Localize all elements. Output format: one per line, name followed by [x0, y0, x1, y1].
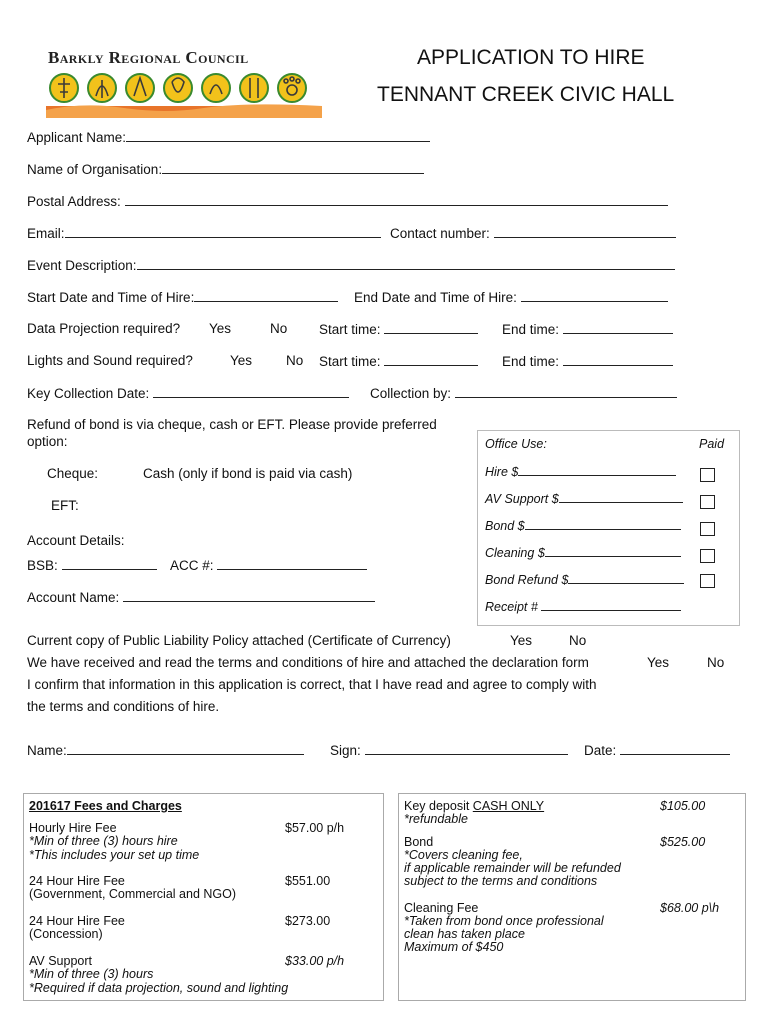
- fees-left-box: [23, 793, 384, 1001]
- end-date-field[interactable]: [521, 289, 668, 302]
- office-receipt-label: Receipt #: [485, 600, 538, 614]
- concession-fee-sub: (Concession): [29, 927, 103, 941]
- bsb-row: [27, 557, 157, 573]
- refund-text-line-1: Refund of bond is via cheque, cash or EFT. Please provide preferred: [27, 417, 437, 432]
- start-date-label: Start Date and Time of Hire:: [27, 290, 195, 305]
- bond-note-1: *Covers cleaning fee,: [404, 848, 523, 862]
- hourly-fee-note-1: *Min of three (3) hours hire: [29, 834, 178, 848]
- office-av-row: [485, 491, 683, 506]
- organisation-field[interactable]: [162, 161, 424, 174]
- liability-yes[interactable]: Yes: [510, 633, 533, 648]
- event-description-field[interactable]: [137, 257, 675, 270]
- cleaning-fee-price: $68.00 p\h: [660, 901, 720, 915]
- sign-label: Sign:: [330, 743, 361, 758]
- contact-number-field[interactable]: [494, 225, 676, 238]
- key-collection-field[interactable]: [153, 385, 349, 398]
- email-row: [27, 225, 381, 241]
- av-fee-note-1: *Min of three (3) hours: [29, 967, 154, 981]
- office-av-field[interactable]: [559, 491, 683, 503]
- account-name-row: [27, 589, 375, 605]
- data-projection-label: Data Projection required?: [27, 321, 181, 336]
- cleaning-fee-note-2: clean has taken place: [404, 927, 525, 941]
- office-receipt-row: [485, 599, 681, 614]
- lights-sound-end-field[interactable]: [563, 353, 673, 366]
- hourly-fee-note-2: *This includes your set up time: [29, 848, 200, 862]
- concession-fee-price: $273.00: [285, 914, 331, 928]
- cheque-option[interactable]: Cheque:: [47, 466, 99, 481]
- key-deposit-price: $105.00: [660, 799, 706, 813]
- name-label: Name:: [27, 743, 67, 758]
- office-bond-refund-row: [485, 572, 684, 587]
- day-fee-price: $551.00: [285, 874, 331, 888]
- concession-fee-title: 24 Hour Hire Fee: [29, 914, 125, 928]
- lights-sound-start-row: [319, 353, 478, 369]
- applicant-name-label: Applicant Name:: [27, 130, 127, 145]
- bond-title: Bond: [404, 835, 434, 849]
- lights-sound-label: Lights and Sound required?: [27, 353, 193, 368]
- data-projection-start-row: [319, 321, 478, 337]
- office-bond-label: Bond $: [485, 519, 525, 533]
- lights-sound-start-field[interactable]: [384, 353, 478, 366]
- contact-number-row: [390, 225, 676, 241]
- account-name-label: Account Name:: [27, 590, 120, 605]
- office-cleaning-row: [485, 545, 681, 560]
- office-av-label: AV Support $: [485, 492, 559, 506]
- bsb-label: BSB:: [27, 558, 58, 573]
- bsb-field[interactable]: [62, 557, 157, 570]
- office-use-heading: Office Use:: [485, 437, 547, 451]
- key-collection-row: [27, 385, 349, 401]
- av-fee-note-2: *Required if data projection, sound and lighting: [29, 981, 289, 995]
- data-projection-no[interactable]: No: [270, 321, 288, 336]
- lights-sound-start-label: Start time:: [319, 354, 381, 369]
- cleaning-fee-title: Cleaning Fee: [404, 901, 479, 915]
- fees-heading: 201617 Fees and Charges: [29, 799, 182, 813]
- name-field[interactable]: [67, 742, 304, 755]
- postal-address-row: [27, 193, 668, 209]
- cleaning-fee-note-3: Maximum of $450: [404, 940, 504, 954]
- data-projection-yes[interactable]: Yes: [209, 321, 232, 336]
- start-date-field[interactable]: [194, 289, 338, 302]
- date-label: Date:: [584, 743, 617, 758]
- date-row: [584, 742, 730, 758]
- av-paid-checkbox[interactable]: [700, 495, 715, 509]
- postal-address-field[interactable]: [125, 193, 668, 206]
- bond-refund-paid-checkbox[interactable]: [700, 574, 715, 588]
- liability-text: Current copy of Public Liability Policy attached (Certificate of Currency): [27, 633, 451, 648]
- end-date-label: End Date and Time of Hire:: [354, 290, 517, 305]
- lights-sound-no[interactable]: No: [286, 353, 304, 368]
- data-projection-start-field[interactable]: [384, 321, 478, 334]
- confirm-text-line-1: I confirm that information in this application is correct, that I have read and agree to comply with: [27, 677, 597, 692]
- lights-sound-end-row: [502, 353, 673, 369]
- hourly-fee-price: $57.00 p/h: [285, 821, 345, 835]
- collection-by-label: Collection by:: [370, 386, 452, 401]
- name-row: [27, 742, 304, 758]
- applicant-name-row: [27, 129, 430, 145]
- acc-label: ACC #:: [170, 558, 214, 573]
- bond-paid-checkbox[interactable]: [700, 522, 715, 536]
- lights-sound-end-label: End time:: [502, 354, 560, 369]
- data-projection-end-row: [502, 321, 673, 337]
- sign-field[interactable]: [365, 742, 568, 755]
- office-cleaning-field[interactable]: [545, 545, 681, 557]
- title-line-1: APPLICATION TO HIRE: [417, 46, 645, 69]
- data-projection-end-field[interactable]: [563, 321, 673, 334]
- office-cleaning-label: Cleaning $: [485, 546, 545, 560]
- bond-price: $525.00: [660, 835, 706, 849]
- refund-text-line-2: option:: [27, 434, 68, 449]
- av-fee-title: AV Support: [29, 954, 93, 968]
- office-hire-row: [485, 464, 676, 479]
- day-fee-title: 24 Hour Hire Fee: [29, 874, 125, 888]
- email-label: Email:: [27, 226, 65, 241]
- email-field[interactable]: [65, 225, 381, 238]
- date-field[interactable]: [620, 742, 730, 755]
- contact-number-label: Contact number:: [390, 226, 490, 241]
- terms-yes[interactable]: Yes: [647, 655, 670, 670]
- postal-address-label: Postal Address:: [27, 194, 121, 209]
- data-projection-end-label: End time:: [502, 322, 560, 337]
- event-description-label: Event Description:: [27, 258, 137, 273]
- cash-option[interactable]: Cash (only if bond is paid via cash): [143, 466, 353, 481]
- lights-sound-yes[interactable]: Yes: [230, 353, 253, 368]
- paid-heading: Paid: [699, 437, 725, 451]
- data-projection-start-label: Start time:: [319, 322, 381, 337]
- logo-emblem-icon: [44, 66, 328, 122]
- bond-note-2: if applicable remainder will be refunded: [404, 861, 621, 875]
- hire-paid-checkbox[interactable]: [700, 468, 715, 482]
- office-bond-refund-label: Bond Refund $: [485, 573, 569, 587]
- eft-option[interactable]: EFT:: [51, 498, 79, 513]
- organisation-row: [27, 161, 424, 177]
- account-details-label: Account Details:: [27, 533, 125, 548]
- terms-received-text: We have received and read the terms and conditions of hire and attached the declaration form: [27, 655, 589, 670]
- key-collection-label: Key Collection Date:: [27, 386, 150, 401]
- office-hire-field[interactable]: [518, 464, 676, 476]
- av-fee-price: $33.00 p/h: [285, 954, 345, 968]
- office-receipt-field[interactable]: [541, 599, 681, 611]
- key-deposit-title-a: Key deposit: [404, 799, 473, 813]
- confirm-text-line-2: the terms and conditions of hire.: [27, 699, 220, 714]
- liability-no[interactable]: No: [569, 633, 587, 648]
- collection-by-field[interactable]: [455, 385, 677, 398]
- acc-row: [170, 557, 367, 573]
- office-bond-field[interactable]: [525, 518, 681, 530]
- sign-row: [330, 742, 568, 758]
- acc-field[interactable]: [217, 557, 367, 570]
- key-deposit-note: *refundable: [404, 812, 468, 826]
- start-date-row: [27, 289, 338, 305]
- day-fee-sub: (Government, Commercial and NGO): [29, 887, 237, 901]
- organisation-label: Name of Organisation:: [27, 162, 163, 177]
- event-description-row: [27, 257, 675, 273]
- terms-no[interactable]: No: [707, 655, 725, 670]
- office-bond-row: [485, 518, 681, 533]
- bond-note-3: subject to the terms and conditions: [404, 874, 598, 888]
- logo-org-name: Barkly Regional Council: [48, 48, 249, 67]
- fees-right-box: [398, 793, 746, 1001]
- cleaning-fee-note-1: *Taken from bond once professional: [404, 914, 604, 928]
- hourly-fee-title: Hourly Hire Fee: [29, 821, 117, 835]
- cleaning-paid-checkbox[interactable]: [700, 549, 715, 563]
- title-line-2: TENNANT CREEK CIVIC HALL: [377, 83, 675, 106]
- key-deposit-cash-only: CASH ONLY: [472, 799, 545, 813]
- office-bond-refund-field[interactable]: [568, 572, 684, 584]
- office-hire-label: Hire $: [485, 465, 519, 479]
- collection-by-row: [370, 385, 677, 401]
- applicant-name-field[interactable]: [126, 129, 430, 142]
- council-logo: [44, 48, 328, 120]
- account-name-field[interactable]: [123, 589, 375, 602]
- office-use-box: [477, 430, 740, 626]
- end-date-row: [354, 289, 668, 305]
